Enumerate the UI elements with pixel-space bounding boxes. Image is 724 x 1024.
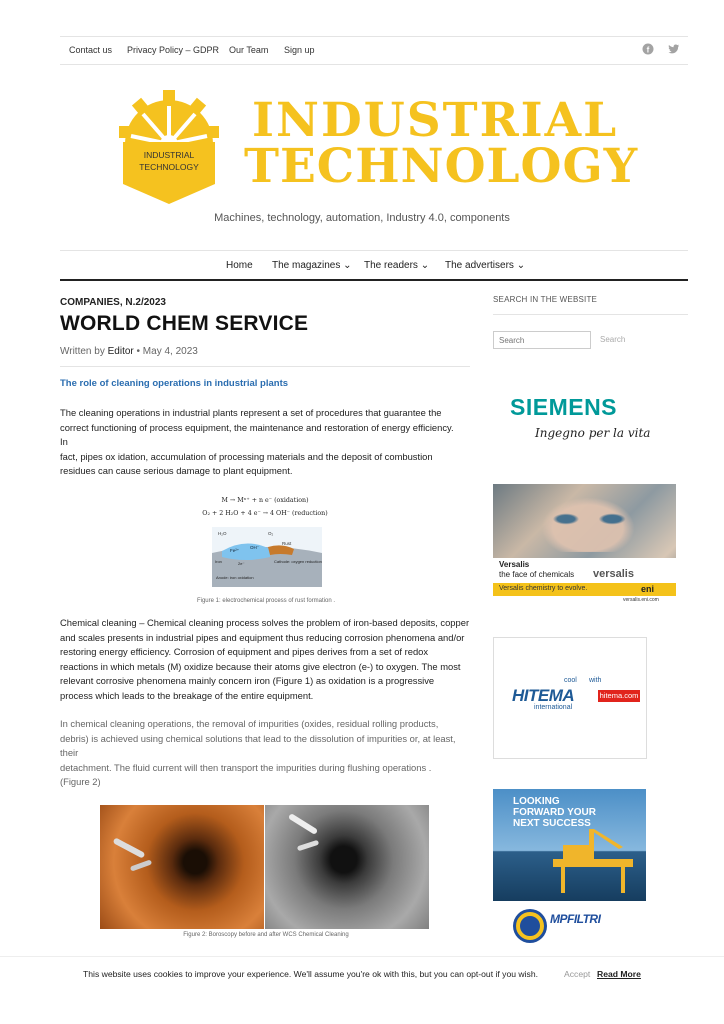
nav-the-advertisers[interactable]: The advertisers ⌄ [445,260,526,271]
chevron-down-icon: ⌄ [420,260,430,271]
siemens-ad[interactable] [493,392,673,452]
equation-reduction: O₂ + 2 H₂O + 4 e⁻ → 4 OH⁻ (reduction) [202,510,328,517]
figure-1-diagram [190,497,340,593]
nav-the-magazines[interactable]: The magazines ⌄ [272,260,352,271]
boroscopy-after-image [265,805,429,929]
paragraph-3: In chemical cleaning operations, the removal of impurities (oxides, residual rolling products, debris) is achieved using chemical solutions that lead to the dissolution of impurities or, at least, their detachment. The fluid current will then transport the impurities during flushing operations . (Figure 2) [60,718,456,788]
sidebar-search-title: SEARCH IN THE WEBSITE [493,295,598,304]
oil-platform-image [493,789,646,901]
svg-text:Iron: Iron [215,559,222,564]
main-nav [60,250,688,281]
nav-the-readers[interactable]: The readers ⌄ [364,260,430,271]
rust-formation-diagram [212,527,322,587]
svg-text:INDUSTRIAL: INDUSTRIAL [143,150,195,160]
mpfiltri-ad[interactable]: MPFILTRI [510,906,628,944]
article-category-link[interactable]: COMPANIES, N.2/2023 [60,297,166,308]
face-mosaic-image [533,492,643,552]
versalis-ad[interactable]: Versalis the face of chemicals versalis Versalis chemistry to evolve. eni versalis.eni.com [493,484,676,606]
svg-text:Anode: iron oxidation: Anode: iron oxidation [216,575,254,580]
chevron-down-icon: ⌄ [343,260,352,271]
facebook-icon[interactable] [642,43,654,55]
svg-text:Cathode: oxygen reduction: Cathode: oxygen reduction [274,559,322,564]
site-tagline: Machines, technology, automation, Industry 4.0, components [214,212,510,224]
privacy-policy-link[interactable]: Privacy Policy – GDPR [127,45,220,55]
svg-text:TECHNOLOGY: TECHNOLOGY [139,162,199,172]
article-byline: Written by Editor • May 4, 2023 [60,346,198,357]
article-title: WORLD CHEM SERVICE [60,312,309,335]
search-input[interactable] [493,331,591,349]
hitema-logo: HITEMA [512,686,575,705]
logo-title-line1[interactable]: INDUSTRIAL [252,93,619,148]
svg-text:f: f [646,45,650,55]
cookie-bar [0,956,724,991]
cookie-text: This website uses cookies to improve your experience. We'll assume you're ok with this, but you can opt-out if you wish. [83,969,538,979]
our-team-link[interactable]: Our Team [229,45,269,55]
siemens-logo: SIEMENS [510,394,618,420]
mpfiltri-logo-icon [512,908,548,944]
cookie-accept-button[interactable]: Accept [564,969,591,979]
eni-logo: eni [641,584,655,594]
sign-up-link[interactable]: Sign up [284,45,315,55]
equation-oxidation: M → Mⁿ⁺ + n e⁻ (oxidation) [221,497,309,504]
offshore-platform-ad[interactable]: LOOKING FORWARD YOUR NEXT SUCCESS [493,789,646,901]
logo-gear-badge[interactable] [113,88,225,206]
divider [493,314,688,315]
svg-text:O₂: O₂ [268,531,274,536]
paragraph-2: Chemical cleaning – Chemical cleaning process solves the problem of iron-based deposits, copper and scales presents in industrial pipes and equipment thus reducing corrosion phenomena and/or restoring energy efficiency. Corrosion of equipment and pipes derives from a set of redox reactions in which metals (M) oxidize because their atoms give electron (e-) to oxygen. The most relevant corrosive phenomena mainly concern iron (Figure 1) as oxidation is a progressive process which leads to the breakage of the entire equipment. [60,617,470,701]
svg-text:Fe²⁺: Fe²⁺ [230,548,240,553]
figure-1-caption: Figure 1: electrochemical process of rust formation . [196,598,336,604]
twitter-icon[interactable] [668,43,680,55]
svg-text:Rust: Rust [282,541,292,546]
siemens-slogan: Ingegno per la vita [535,426,651,440]
top-bar [60,36,688,65]
author-link[interactable]: Editor [107,346,134,357]
nav-home[interactable]: Home [226,260,253,271]
divider [60,366,470,367]
hitema-ad[interactable]: cool with HITEMA international hitema.com [493,637,647,759]
article-subheading: The role of cleaning operations in industrial plants [60,378,289,389]
search-button[interactable]: Search [600,335,626,344]
article-date: May 4, 2023 [142,346,198,357]
svg-text:OH⁻: OH⁻ [250,545,260,550]
contact-us-link[interactable]: Contact us [69,45,113,55]
chevron-down-icon: ⌄ [516,260,526,271]
svg-text:2e⁻: 2e⁻ [238,561,245,566]
paragraph-1: The cleaning operations in industrial plants represent a set of procedures that guarantee the correct functioning of process equipment, the maintenance and restoration of energy efficiency. In fact, pipes ox idation, accumulation of processing materials and the deposit of combustion residues can cause serious damage to plant equipment. [60,407,454,477]
logo-title-line2[interactable]: TECHNOLOGY [244,139,639,194]
figure-2-caption: Figure 2: Boroscopy before and after WCS Chemical Cleaning [183,932,349,938]
cookie-read-more-link[interactable]: Read More [597,969,641,979]
svg-text:H₂O: H₂O [218,531,227,536]
boroscopy-before-image [100,805,264,929]
